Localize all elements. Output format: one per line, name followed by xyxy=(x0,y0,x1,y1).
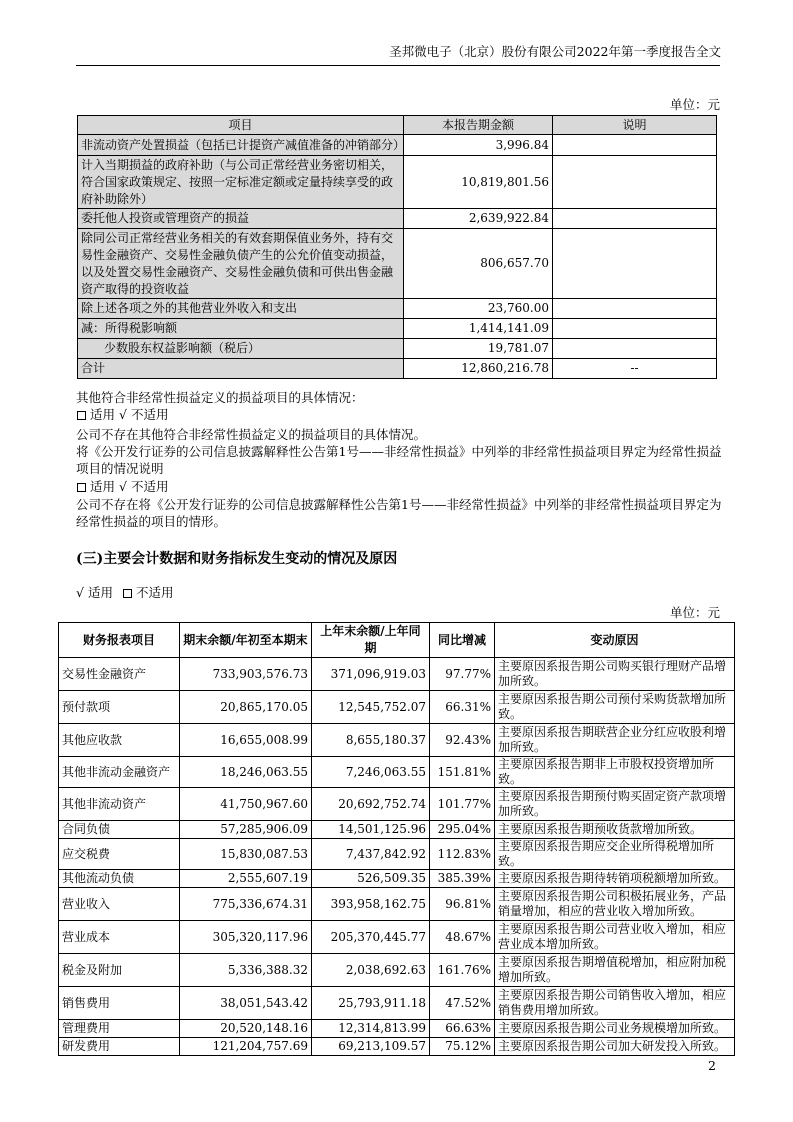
col-header-prior: 上年末余额/上年同期 xyxy=(312,623,430,658)
note-p3: 将《公开发行证券的公司信息披露解释性公告第1号——非经常性损益》中列举的非经常性损益项目界定为经常性损益项目的情况说明 xyxy=(76,444,722,476)
cell-reason: 主要原因系报告期联营企业分红应收股利增加所致。 xyxy=(495,724,735,757)
col-header-change: 同比增减 xyxy=(430,623,495,658)
cell-prior: 526,509.35 xyxy=(312,870,430,888)
cell-current: 20,865,170.05 xyxy=(180,691,312,724)
cell-reason: 主要原因系报告期公司业务规模增加所致。 xyxy=(495,1020,735,1038)
cell-current: 121,204,757.69 xyxy=(180,1038,312,1056)
cell-reason: 主要原因系报告期公司积极拓展业务，产品销量增加，相应的营业收入增加所致。 xyxy=(495,888,735,921)
table-row xyxy=(59,888,735,921)
cell-current: 2,555,607.19 xyxy=(180,870,312,888)
cell-current: 20,520,148.16 xyxy=(180,1020,312,1038)
cell-prior: 8,655,180.37 xyxy=(312,724,430,757)
cell-reason: 主要原因系报告期公司购买银行理财产品增加所致。 xyxy=(495,658,735,691)
page-header: 圣邦微电子（北京）股份有限公司2022年第一季度报告全文 xyxy=(389,44,721,59)
cell-prior: 7,437,842.92 xyxy=(312,839,430,870)
cell-reason: 主要原因系报告期公司销售收入增加，相应销售费用增加所致。 xyxy=(495,987,735,1020)
cell-item: 应交税费 xyxy=(59,839,180,870)
cell-reason: 主要原因系报告期待转销项税额增加所致。 xyxy=(495,870,735,888)
cell-prior: 371,096,919.03 xyxy=(312,658,430,691)
cell-change: 92.43% xyxy=(430,724,495,757)
table-row xyxy=(59,658,735,691)
cell-change: 47.52% xyxy=(430,987,495,1020)
cell-current: 5,336,388.32 xyxy=(180,954,312,987)
cell-current: 38,051,543.42 xyxy=(180,987,312,1020)
cell-change: 101.77% xyxy=(430,788,495,821)
note-p4: 公司不存在将《公开发行证券的公司信息披露解释性公告第1号——非经常性损益》中列举的非经常性损益项目界定为经常性损益的项目的情形。 xyxy=(76,497,722,529)
cell-prior: 14,501,125.96 xyxy=(312,821,430,839)
note-p1: 其他符合非经常性损益定义的损益项目的具体情况： xyxy=(76,390,364,405)
table-row xyxy=(59,724,735,757)
table-row xyxy=(59,1020,735,1038)
cell-item: 营业成本 xyxy=(59,921,180,954)
table-row xyxy=(59,821,735,839)
col-header-note: 说明 xyxy=(553,116,717,135)
cell-reason: 主要原因系报告期增值税增加，相应附加税增加所致。 xyxy=(495,954,735,987)
cell-item: 营业收入 xyxy=(59,888,180,921)
table-row: 除同公司正常经营业务相关的有效套期保值业务外，持有交易性金融资产、交易性金融负债产生的公允价值变动损益，以及处置交易性金融资产、交易性金融负债和可供出售金融资产取得的投资收益 806,657.70 xyxy=(78,229,717,299)
cell-current: 16,655,008.99 xyxy=(180,724,312,757)
not-applicable-label: 不适用 xyxy=(130,479,169,494)
cell-change: 151.81% xyxy=(430,757,495,788)
unit-label-1: 单位：元 xyxy=(670,97,721,112)
table-row: 非流动资产处置损益（包括已计提资产减值准备的冲销部分） 3,996.84 xyxy=(78,135,717,156)
cell-item: 其他流动负债 xyxy=(59,870,180,888)
cell-item: 销售费用 xyxy=(59,987,180,1020)
cell-change: 97.77% xyxy=(430,658,495,691)
not-applicable-label: 不适用 xyxy=(130,407,169,422)
table-row xyxy=(59,839,735,870)
cell-reason: 主要原因系报告期公司预付采购货款增加所致。 xyxy=(495,691,735,724)
table-row xyxy=(59,757,735,788)
section-title: (三)主要会计数据和财务指标发生变动的情况及原因 xyxy=(76,551,398,567)
cell-reason: 主要原因系报告期非上市股权投资增加所致。 xyxy=(495,757,735,788)
cell-current: 41,750,967.60 xyxy=(180,788,312,821)
cell-reason: 主要原因系报告期公司加大研发投入所致。 xyxy=(495,1038,735,1056)
cell-change: 66.63% xyxy=(430,1020,495,1038)
cell-item: 交易性金融资产 xyxy=(59,658,180,691)
cell-reason: 主要原因系报告期预收货款增加所致。 xyxy=(495,821,735,839)
cell-item: 其他非流动金融资产 xyxy=(59,757,180,788)
cell-item: 其他应收款 xyxy=(59,724,180,757)
cell-change: 66.31% xyxy=(430,691,495,724)
table-row xyxy=(59,921,735,954)
table-row: 除上述各项之外的其他营业外收入和支出 23,760.00 xyxy=(78,299,717,319)
cell-item: 管理费用 xyxy=(59,1020,180,1038)
cell-current: 733,903,576.73 xyxy=(180,658,312,691)
cell-prior: 25,793,911.18 xyxy=(312,987,430,1020)
cell-prior: 205,370,445.77 xyxy=(312,921,430,954)
col-header-item: 财务报表项目 xyxy=(59,623,180,658)
cell-prior: 12,545,752.07 xyxy=(312,691,430,724)
cell-current: 15,830,087.53 xyxy=(180,839,312,870)
cell-change: 96.81% xyxy=(430,888,495,921)
cell-change: 385.39% xyxy=(430,870,495,888)
cell-reason: 主要原因系报告期应交企业所得税增加所致。 xyxy=(495,839,735,870)
cell-prior: 2,038,692.63 xyxy=(312,954,430,987)
table-row: 委托他人投资或管理资产的损益 2,639,922.84 xyxy=(78,209,717,229)
cell-current: 305,320,117.96 xyxy=(180,921,312,954)
col-header-amount: 本报告期金额 xyxy=(404,116,553,135)
cell-item: 合同负债 xyxy=(59,821,180,839)
table-row-total: 合计 12,860,216.78 -- xyxy=(78,359,717,379)
table-row: 计入当期损益的政府补助（与公司正常经营业务密切相关，符合国家政策规定、按照一定标准定额或定量持续享受的政府补助除外） 10,819,801.56 xyxy=(78,156,717,209)
table-row xyxy=(59,987,735,1020)
col-header-reason: 变动原因 xyxy=(495,623,735,658)
cell-prior: 20,692,752.74 xyxy=(312,788,430,821)
applicability-line-2 xyxy=(76,478,722,495)
cell-item: 研发费用 xyxy=(59,1038,180,1056)
cell-change: 161.76% xyxy=(430,954,495,987)
unit-label-2: 单位：元 xyxy=(670,605,721,620)
applicable-label: 适用 xyxy=(90,479,116,494)
cell-reason: 主要原因系报告期预付购买固定资产款项增加所致。 xyxy=(495,788,735,821)
cell-prior: 69,213,109.57 xyxy=(312,1038,430,1056)
table-row xyxy=(59,788,735,821)
cell-change: 48.67% xyxy=(430,921,495,954)
header-divider xyxy=(76,65,720,66)
non-recurring-gains-table xyxy=(77,115,717,379)
note-p2: 公司不存在其他符合非经常性损益定义的损益项目的具体情况。 xyxy=(76,427,427,442)
cell-item: 其他非流动资产 xyxy=(59,788,180,821)
page-number: 2 xyxy=(708,1058,716,1073)
cell-prior: 12,314,813.99 xyxy=(312,1020,430,1038)
table-row xyxy=(59,954,735,987)
cell-item: 税金及附加 xyxy=(59,954,180,987)
applicability-line-1 xyxy=(76,406,722,423)
financial-changes-table xyxy=(58,622,735,1056)
table-row xyxy=(59,1038,735,1056)
cell-change: 112.83% xyxy=(430,839,495,870)
check-mark: √ xyxy=(119,479,127,494)
applicability-line-3 xyxy=(76,584,722,601)
check-mark: √ xyxy=(119,407,127,422)
cell-item: 预付款项 xyxy=(59,691,180,724)
col-header-item: 项目 xyxy=(78,116,404,135)
table-row: 减：所得税影响额 1,414,141.09 xyxy=(78,319,717,339)
table-row xyxy=(59,691,735,724)
table-row xyxy=(59,870,735,888)
checkbox-icon xyxy=(77,411,86,420)
cell-current: 57,285,906.09 xyxy=(180,821,312,839)
applicable-label: 适用 xyxy=(87,585,113,600)
cell-reason: 主要原因系报告期公司营业收入增加，相应营业成本增加所致。 xyxy=(495,921,735,954)
cell-prior: 7,246,063.55 xyxy=(312,757,430,788)
col-header-current: 期末余额/年初至本期末 xyxy=(180,623,312,658)
checkbox-icon xyxy=(123,589,132,598)
not-applicable-label: 不适用 xyxy=(135,585,174,600)
cell-change: 75.12% xyxy=(430,1038,495,1056)
cell-prior: 393,958,162.75 xyxy=(312,888,430,921)
cell-current: 775,336,674.31 xyxy=(180,888,312,921)
check-mark: √ xyxy=(76,585,84,600)
checkbox-icon xyxy=(77,483,86,492)
cell-current: 18,246,063.55 xyxy=(180,757,312,788)
applicable-label: 适用 xyxy=(90,407,116,422)
table-row: 少数股东权益影响额（税后） 19,781.07 xyxy=(78,339,717,359)
cell-change: 295.04% xyxy=(430,821,495,839)
